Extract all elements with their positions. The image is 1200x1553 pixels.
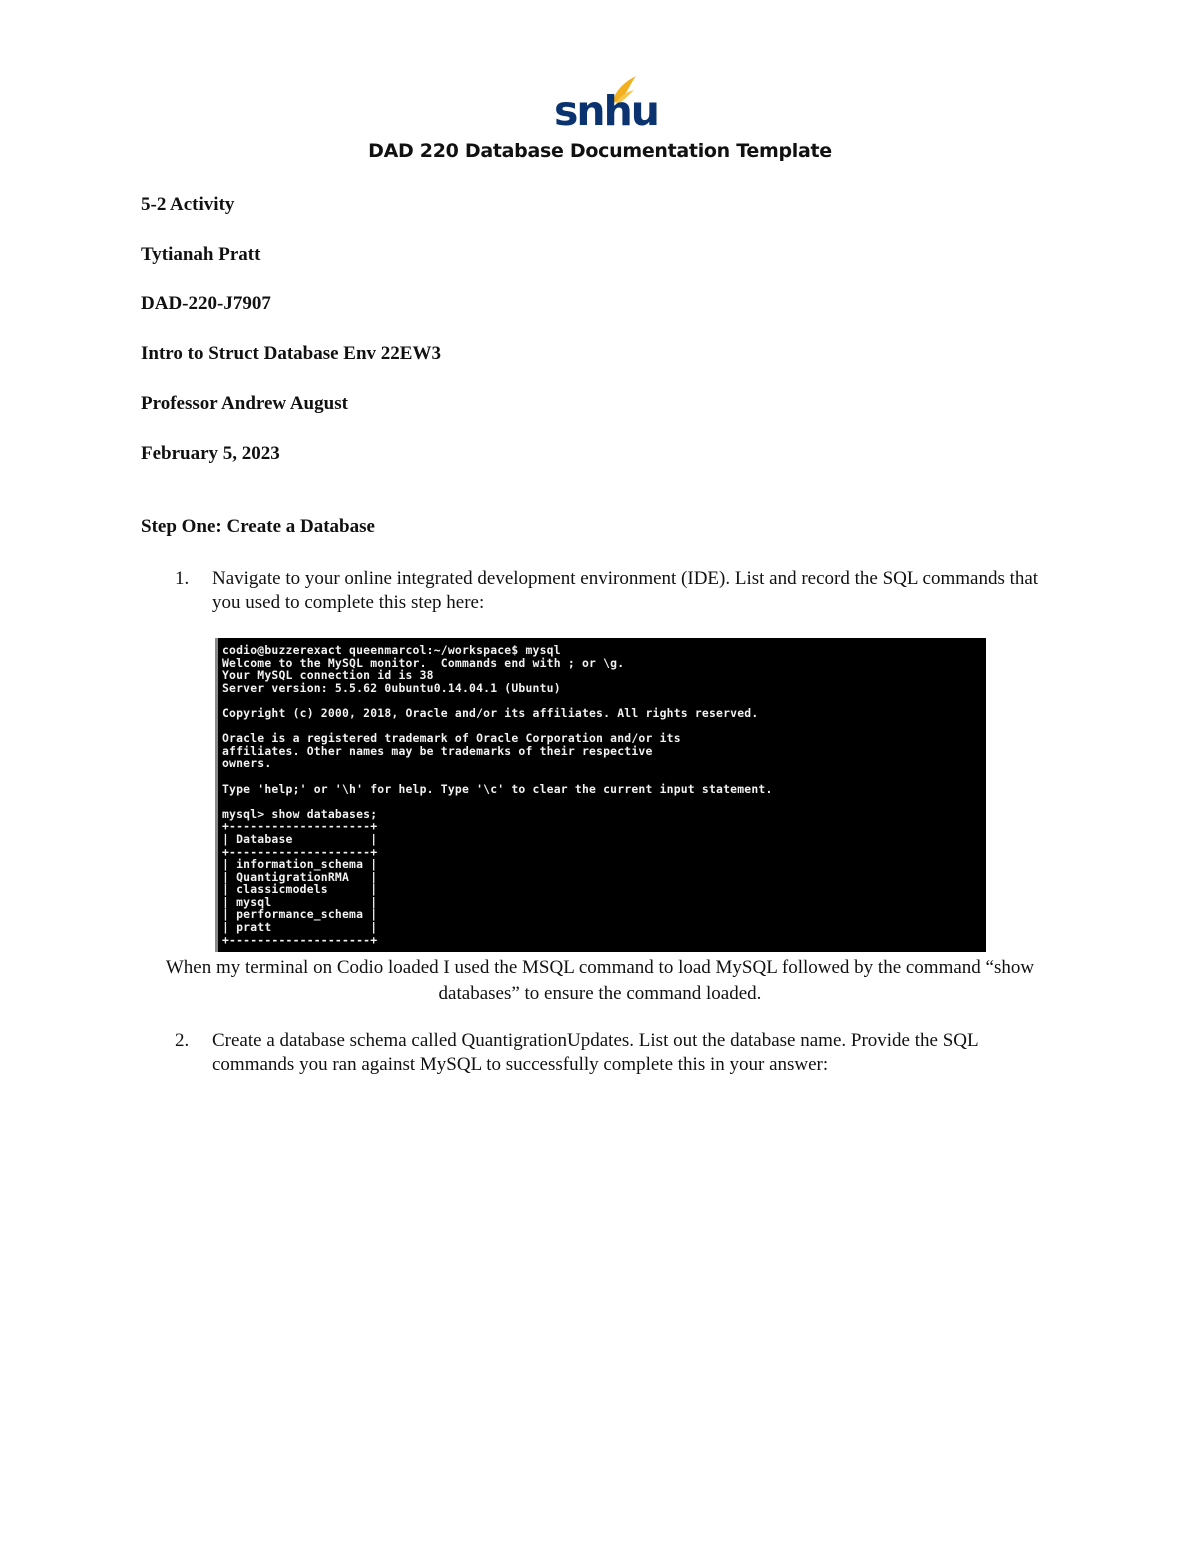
terminal-line: +--------------------+ (222, 819, 378, 834)
terminal-line: codio@buzzerexact queenmarcol:~/workspace$ mysql (222, 643, 561, 657)
terminal-output (222, 644, 982, 946)
terminal-line: | mysql | (222, 894, 378, 909)
professor-name: Professor Andrew August (141, 393, 348, 414)
terminal-line: +--------------------+ (222, 844, 378, 859)
terminal-line: Your MySQL connection id is 38 (222, 668, 434, 683)
course-name: Intro to Struct Database Env 22EW3 (141, 343, 441, 364)
terminal-line: | QuantigrationRMA | (222, 869, 378, 884)
step-one-heading: Step One: Create a Database (141, 516, 375, 537)
terminal-line: +--------------------+ (222, 932, 378, 947)
terminal-line: | Database | (222, 831, 378, 846)
activity-label: 5-2 Activity (141, 194, 235, 215)
terminal-line: | pratt | (222, 920, 378, 935)
terminal-line: Copyright (c) 2000, 2018, Oracle and/or its affiliates. All rights reserved. (222, 705, 759, 720)
terminal-line: affiliates. Other names may be trademarks of their respective (222, 743, 653, 758)
terminal-line (222, 770, 982, 783)
student-name: Tytianah Pratt (141, 244, 261, 265)
terminal-line: Welcome to the MySQL monitor. Commands end with ; or \g. (222, 655, 625, 670)
logo-wordmark: snhu (554, 87, 658, 135)
document-date: February 5, 2023 (141, 443, 280, 464)
terminal-line: | information_schema | (222, 857, 378, 872)
terminal-line (222, 795, 982, 808)
terminal-line: mysql> show databases; (222, 806, 378, 821)
list-item-text: Navigate to your online integrated development environment (IDE). List and record the SQL commands that you used to complete this step here: (212, 568, 1039, 613)
page-title: DAD 220 Database Documentation Template (368, 140, 832, 162)
terminal-line: Type 'help;' or '\h' for help. Type '\c' to clear the current input statement. (222, 781, 773, 796)
terminal-screenshot (215, 638, 986, 952)
screenshot-caption: When my terminal on Codio loaded I used the MSQL command to load MySQL followed by the command “show databases” to ensure the command loaded. (165, 957, 1035, 1004)
list-item-number: 1. (175, 568, 190, 589)
list-item-text: Create a database schema called QuantigrationUpdates. List out the database name. Provide the SQL commands you ran against MySQL to successfully complete this in your answer: (212, 1030, 978, 1075)
terminal-line: Server version: 5.5.62 0ubuntu0.14.04.1 (Ubuntu) (222, 680, 561, 695)
course-code: DAD-220-J7907 (141, 293, 271, 314)
terminal-line: | performance_schema | (222, 907, 378, 922)
terminal-line: | classicmodels | (222, 882, 378, 897)
terminal-line: owners. (222, 756, 272, 771)
list-item-number: 2. (175, 1030, 190, 1051)
terminal-line: Oracle is a registered trademark of Oracle Corporation and/or its (222, 731, 681, 746)
snhu-logo (554, 72, 658, 135)
